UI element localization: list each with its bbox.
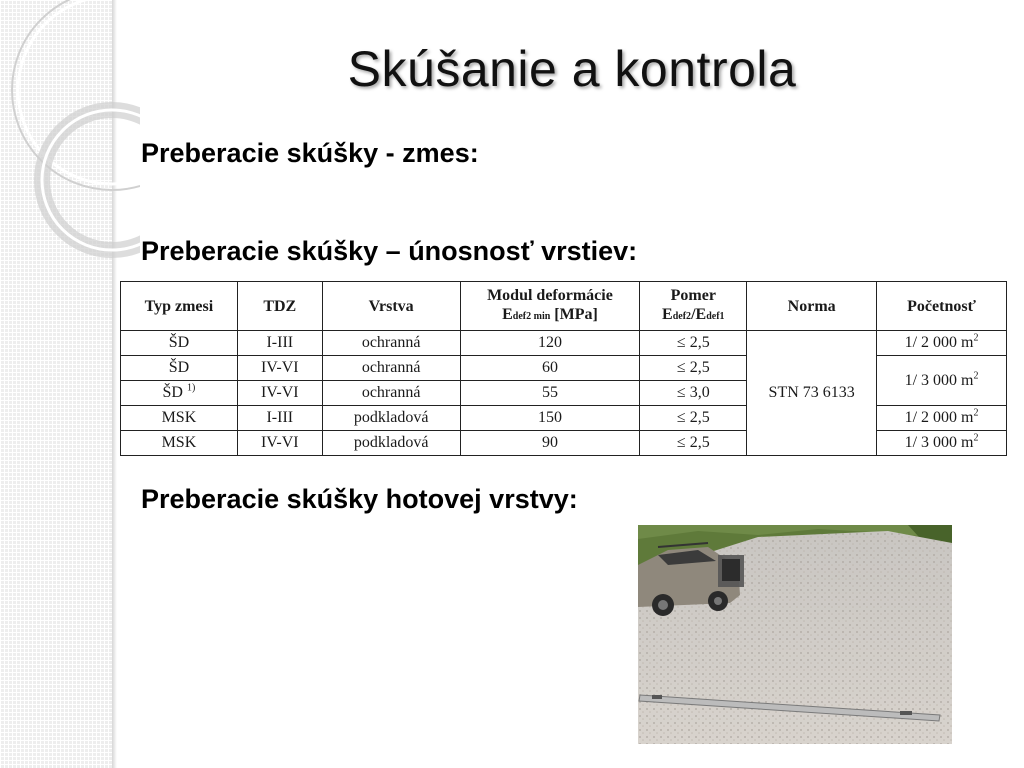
road-photo-illustration [638,525,952,744]
heading-mix-tests: Preberacie skúšky - zmes: [141,138,479,168]
cell-tdz: I-III [237,406,322,431]
road-test-photo [638,525,952,744]
cell-vrstva: podkladová [322,431,460,456]
cell-modul: 55 [460,381,640,406]
cell-modul: 120 [460,331,640,356]
heading-finished-layer-tests: Preberacie skúšky hotovej vrstvy: [141,484,578,514]
cell-typ: MSK [121,406,238,431]
cell-typ: ŠD [121,356,238,381]
table-row [121,331,1007,356]
cell-pomer: ≤ 2,5 [640,406,747,431]
cell-pomer: ≤ 3,0 [640,381,747,406]
cell-typ: MSK [121,431,238,456]
cell-vrstva: ochranná [322,331,460,356]
specification-table [120,281,1007,456]
cell-pomer: ≤ 2,5 [640,356,747,381]
header-tdz: TDZ [237,282,322,331]
header-typ-zmesi: Typ zmesi [121,282,238,331]
cell-tdz: IV-VI [237,356,322,381]
header-pomer: Pomer Edef2/Edef1 [640,282,747,331]
cell-vrstva: podkladová [322,406,460,431]
cell-tdz: IV-VI [237,431,322,456]
header-modul-deformacie: Modul deformácie Edef2 min [MPa] [460,282,640,331]
cell-tdz: IV-VI [237,381,322,406]
cell-typ: ŠD [121,331,238,356]
cell-tdz: I-III [237,331,322,356]
cell-modul: 150 [460,406,640,431]
cell-norma: STN 73 6133 [747,331,877,456]
cell-pocetnost: 1/ 3 000 $m^2$ [877,431,1007,456]
cell-pomer: ≤ 2,5 [640,431,747,456]
slide-title: Skúšanie a kontrola [347,41,797,97]
cell-pocetnost: 1/ 2 000 $m^2$ [877,406,1007,431]
cell-vrstva: ochranná [322,356,460,381]
cell-pomer: ≤ 2,5 [640,331,747,356]
decorative-rings [0,0,140,260]
header-pocetnost: Početnosť [877,282,1007,331]
cell-typ: ŠD $^{1)}$ [121,381,238,406]
cell-modul: 60 [460,356,640,381]
heading-bearing-capacity-tests: Preberacie skúšky – únosnosť vrstiev: [141,236,638,266]
cell-modul: 90 [460,431,640,456]
table-header-row [121,282,1007,331]
header-norma: Norma [747,282,877,331]
cell-vrstva: ochranná [322,381,460,406]
cell-pocetnost: 1/ 2 000 $m^2$ [877,331,1007,356]
cell-pocetnost: 1/ 3 000 $m^2$ [877,356,1007,406]
header-vrstva: Vrstva [322,282,460,331]
